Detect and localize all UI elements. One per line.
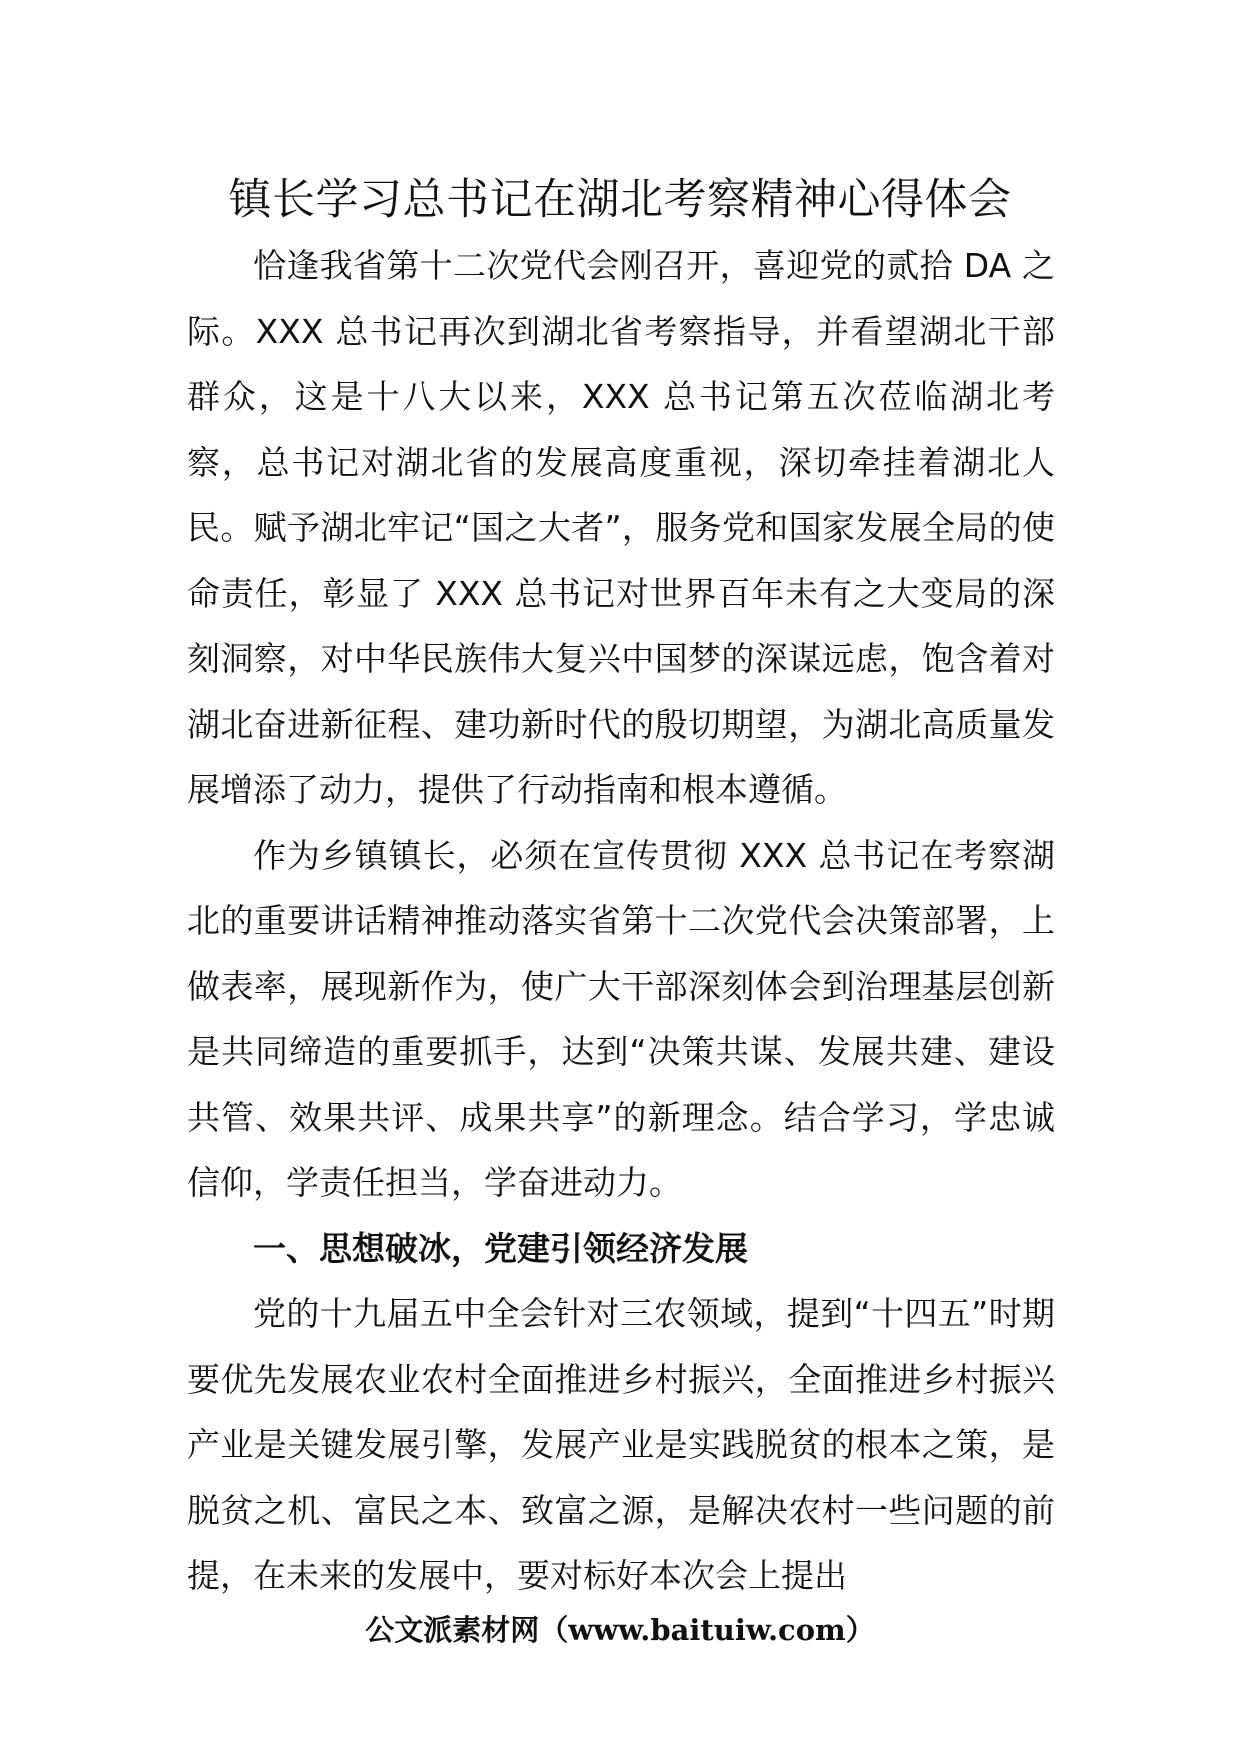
document-title: 镇长学习总书记在湖北考察精神心得体会 <box>228 175 1012 225</box>
document-body <box>187 233 1055 1609</box>
footer-watermark: 公文派素材网（www.baituiw.com） <box>365 1613 875 1647</box>
body-paragraph-2: 作为乡镇镇长，必须在宣传贯彻 XXX 总书记在考察湖北的重要讲话精神推动落实省第十二次党代会决策部署，上做表率，展现新作为，使广大干部深刻体会到治理基层创新是共同缔造的重要抓手，达到“决策共谋、发展共建、建设共管、效果共评、成果共享”的新理念。结合学习，学忠诚信仰，学责任担当，学奋进动力。 <box>187 835 1055 1202</box>
section-heading: 一、思想破冰，党建引领经济发展 <box>253 1228 748 1268</box>
body-paragraph-1: 恰逢我省第十二次党代会刚召开，喜迎党的贰拾 DA 之际。XXX 总书记再次到湖北省考察指导，并看望湖北干部群众，这是十八大以来，XXX 总书记第五次莅临湖北考察，总书记对湖北省的发展高度重视，深切牵挂着湖北人民。赋予湖北牢记“国之大者”，服务党和国家发展全局的使命责任，彰显了 XXX 总书记对世界百年未有之大变局的深刻洞察，对中华民族伟大复兴中国梦的深谋远虑，饱含着对湖北奋进新征程、建功新时代的殷切期望，为湖北高质量发展增添了动力，提供了行动指南和根本遵循。 <box>187 246 1055 809</box>
section-paragraph: 党的十九届五中全会针对三农领域，提到“十四五”时期要优先发展农业农村全面推进乡村振兴，全面推进乡村振兴产业是关键发展引擎，发展产业是实践脱贫的根本之策，是脱贫之机、富民之本、致富之源，是解决农村一些问题的前提，在未来的发展中，要对标好本次会上提出 <box>187 1294 1055 1595</box>
